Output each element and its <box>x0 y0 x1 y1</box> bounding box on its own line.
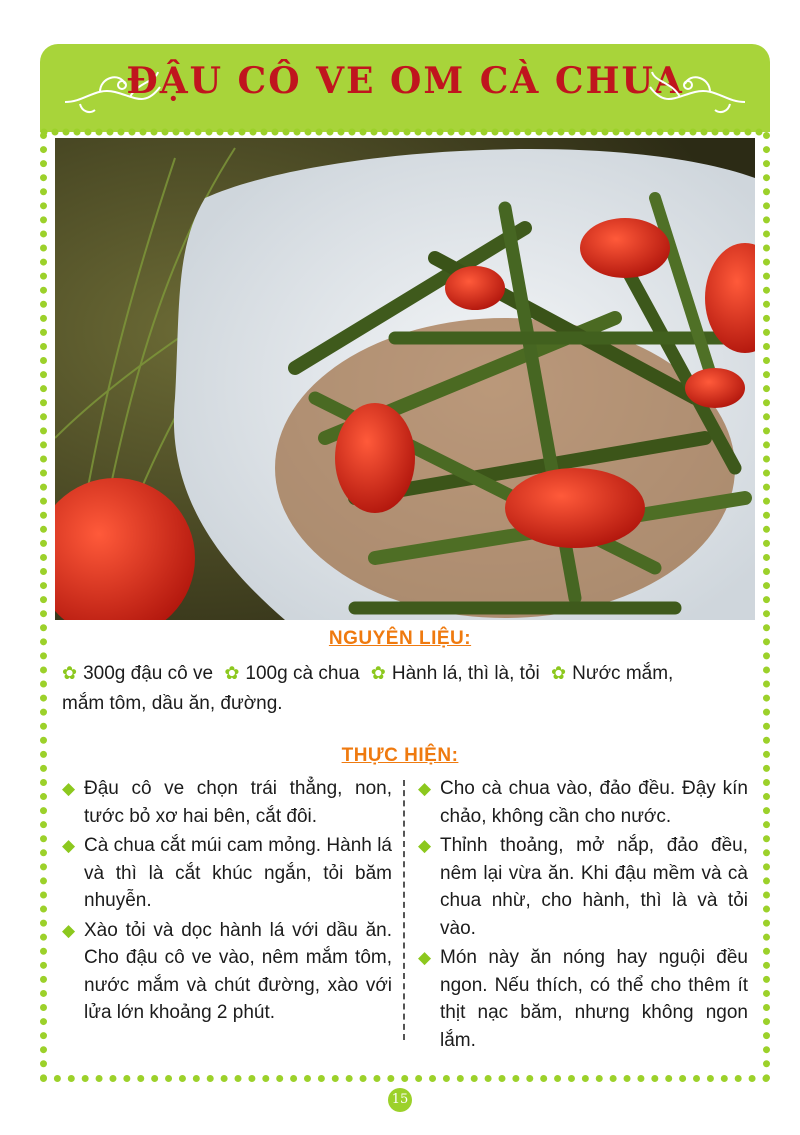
ingredients-heading: NGUYÊN LIỆU: <box>328 628 472 649</box>
diamond-icon: ◆ <box>418 779 432 798</box>
step-text: Xào tỏi và dọc hành lá với dầu ăn. Cho đậu cô ve vào, nêm mắm tôm, nước mắm và chút đường, xào với lửa lớn khoảng 2 phút. <box>84 919 392 1023</box>
step-item <box>418 832 748 942</box>
diamond-icon: ◆ <box>62 779 76 798</box>
step-item <box>418 944 748 1054</box>
ingredients-list <box>62 658 752 719</box>
step-item <box>418 775 748 830</box>
steps-left-column <box>62 775 392 1029</box>
method-heading: THỰC HIỆN: <box>341 745 459 766</box>
column-divider <box>403 780 405 1040</box>
recipe-title: ĐẬU CÔ VE OM CÀ CHUA <box>126 60 684 102</box>
ingredient-item: Nước mắm, <box>572 663 674 684</box>
diamond-icon: ◆ <box>418 836 432 855</box>
ingredient-item: mắm tôm, dầu ăn, đường. <box>62 693 283 714</box>
diamond-icon: ◆ <box>62 836 76 855</box>
swirl-ornament-icon <box>640 52 750 122</box>
steps-right-column <box>418 775 748 1056</box>
flower-icon: ✿ <box>551 663 567 683</box>
ingredient-item: Hành lá, thì là, tỏi <box>391 663 540 684</box>
step-text: Đậu cô ve chọn trái thẳng, non, tước bỏ xơ hai bên, cắt đôi. <box>84 778 392 827</box>
flower-icon: ✿ <box>370 663 386 683</box>
step-text: Thỉnh thoảng, mở nắp, đảo đều, nêm lại vừa ăn. Khi đậu mềm và cà chua nhừ, cho hành, thì là và tỏi vào. <box>440 835 748 939</box>
flower-icon: ✿ <box>62 663 78 683</box>
step-text: Cho cà chua vào, đảo đều. Đậy kín chảo, không cần cho nước. <box>440 778 748 827</box>
step-text: Món này ăn nóng hay nguội đều ngon. Nếu thích, có thể cho thêm ít thịt nạc băm, nhưng không ngon lắm. <box>440 947 748 1051</box>
ingredient-item: 100g cà chua <box>245 663 360 684</box>
flower-icon: ✿ <box>224 663 240 683</box>
step-item <box>62 775 392 830</box>
step-item <box>62 917 392 1027</box>
diamond-icon: ◆ <box>418 948 432 967</box>
green-beans-tomato-dish <box>55 138 755 620</box>
step-text: Cà chua cắt múi cam mỏng. Hành lá và thì là cắt khúc ngắn, tỏi băm nhuyễn. <box>84 835 392 911</box>
step-item <box>62 832 392 915</box>
page-number: 15 <box>388 1088 412 1112</box>
title-banner <box>40 44 770 132</box>
diamond-icon: ◆ <box>62 920 76 940</box>
dish-photo <box>55 138 755 620</box>
ingredient-item: 300g đậu cô ve <box>83 663 214 684</box>
